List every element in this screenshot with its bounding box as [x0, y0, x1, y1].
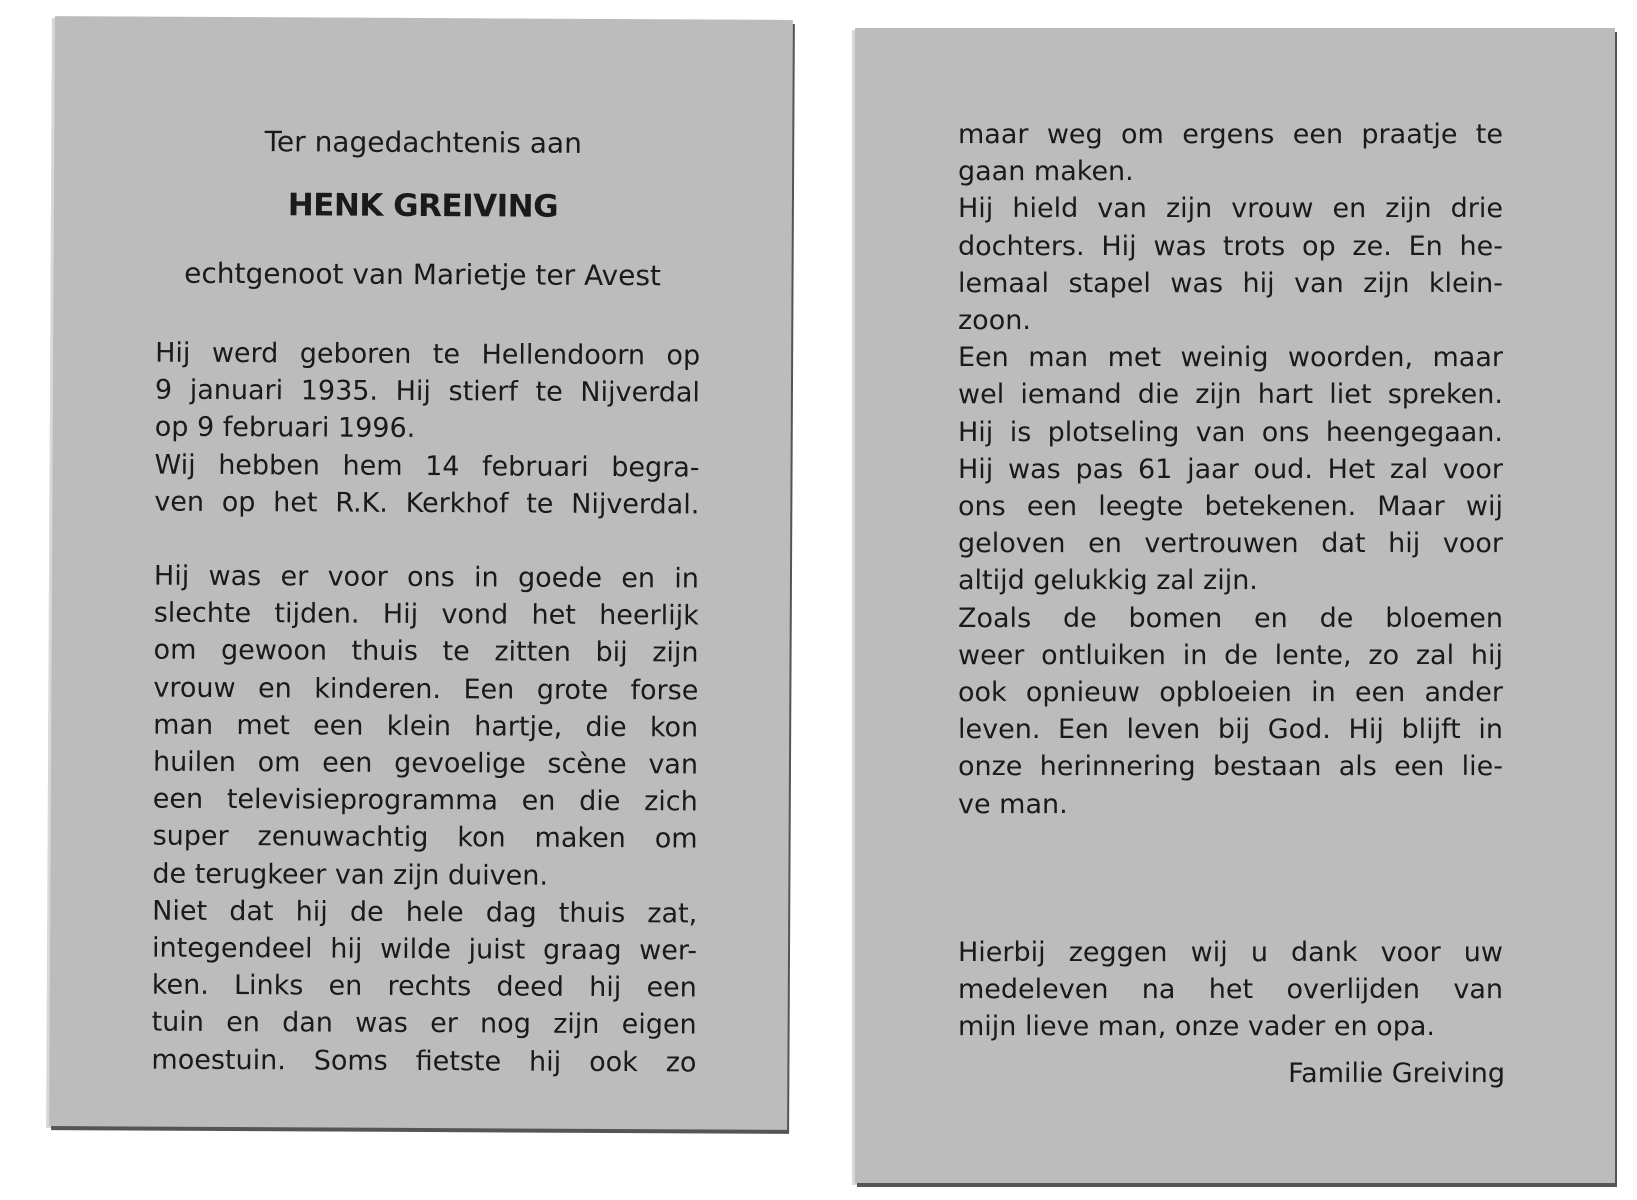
text-line: leven. Een leven bij God. Hij blijft in [958, 714, 1503, 746]
text-line: ve man. [958, 788, 1068, 820]
text-line: vrouw en kinderen. Een grote forse [153, 672, 699, 707]
text-line: Hij werd geboren te Hellendoorn op [155, 337, 701, 372]
text-line: ook opnieuw opbloeien in een ander [958, 677, 1503, 709]
text-line: Niet dat hij de hele dag thuis zat, [152, 895, 698, 930]
text-line: medeleven na het overlijden van [958, 974, 1503, 1006]
left-card-page [49, 16, 793, 1130]
paragraph-thanks [958, 934, 1503, 1046]
text-line: integendeel hij wilde juist graag wer- [151, 932, 698, 967]
text-line: Hij was er voor ons in goede en in [153, 560, 700, 595]
text-line: op 9 februari 1996. [154, 412, 416, 445]
text-line: slechte tijden. Hij vond het heerlijk [153, 597, 699, 632]
paragraph-memories [958, 116, 1503, 823]
text-line: moestuin. Soms fietste hij ook zo [151, 1044, 697, 1079]
text-line: altijd gelukkig zal zijn. [958, 565, 1258, 597]
text-line: lemaal stapel was hij van zijn klein- [958, 267, 1503, 299]
text-line: geloven en vertrouwen dat hij voor [958, 528, 1503, 560]
text-line: Hij is plotseling van ons heengegaan. [958, 416, 1503, 448]
text-line: om gewoon thuis te zitten bij zijn [153, 635, 699, 669]
right-card-page [855, 28, 1615, 1183]
deceased-name: HENK GREIVING [287, 187, 559, 225]
text-line: Een man met weinig woorden, maar [958, 342, 1503, 374]
paragraph-birth-death [154, 335, 700, 524]
text-line: man met een klein hartje, die kon [153, 709, 699, 744]
subtitle: echtgenoot van Marietje ter Avest [184, 256, 662, 293]
text-line: Hierbij zeggen wij u dank voor uw [958, 936, 1503, 968]
text-line: weer ontluiken in de lente, zo zal hij [958, 639, 1503, 671]
text-line: maar weg om ergens een praatje te [958, 119, 1503, 150]
text-line: Hij was pas 61 jaar oud. Het zal voor [958, 453, 1503, 485]
text-line: ons een leegte betekenen. Maar wij [958, 491, 1503, 523]
text-line: huilen om een gevoelige scène van [152, 746, 699, 781]
text-line: ken. Links en rechts deed hij een [151, 969, 697, 1004]
text-line: mijn lieve man, onze vader en opa. [958, 1011, 1435, 1043]
right-text-body [958, 116, 1503, 1045]
signature: Familie Greiving [1288, 1058, 1505, 1089]
left-text-body [151, 335, 700, 1082]
text-line: ven op het R.K. Kerkhof te Nijverdal. [154, 486, 700, 521]
paragraph-life [151, 558, 699, 1082]
text-line: Wij hebben hem 14 februari begra- [154, 449, 700, 484]
heading: Ter nagedachtenis aan [264, 125, 582, 160]
text-line: de terugkeer van zijn duiven. [152, 858, 549, 892]
text-line: een televisieprogramma en die zich [152, 783, 698, 818]
text-line: gaan maken. [958, 156, 1134, 188]
text-line: dochters. Hij was trots op ze. En he- [958, 230, 1503, 262]
text-line: zoon. [958, 305, 1031, 337]
text-line: tuin en dan was er nog zijn eigen [151, 1007, 697, 1041]
text-line: Hij hield van zijn vrouw en zijn drie [958, 193, 1503, 225]
text-line: Zoals de bomen en de bloemen [958, 602, 1503, 634]
text-line: onze herinnering bestaan als een lie- [958, 751, 1503, 783]
text-line: wel iemand die zijn hart liet spreken. [958, 379, 1503, 411]
text-line: super zenuwachtig kon maken om [152, 821, 698, 855]
text-line: 9 januari 1935. Hij stierf te Nijverdal [154, 374, 701, 409]
